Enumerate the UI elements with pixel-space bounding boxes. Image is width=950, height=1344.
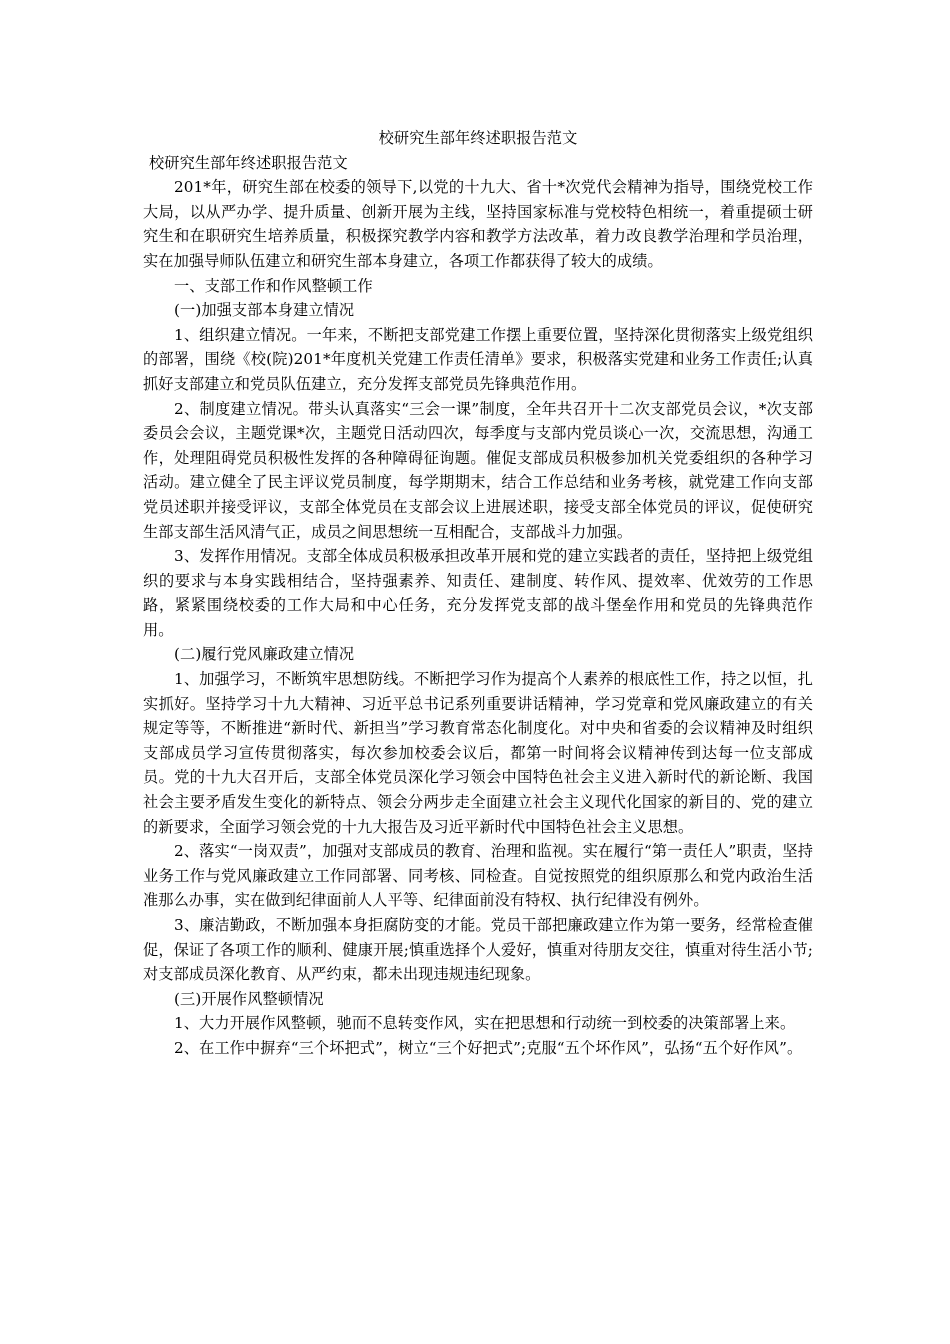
- subsection-heading-3: (三)开展作风整顿情况: [174, 989, 324, 1008]
- document-subtitle: 校研究生部年终述职报告范文: [149, 153, 348, 172]
- intro-paragraph: 201*年，研究生部在校委的领导下,以党的十九大、省十*次党代会精神为指导，围绕党校工作大局，以从严办学、提升质量、创新开展为主线，坚持国家标准与党校特色相统一，着重提硕士研究生和在职研究生培养质量，积极探究教学内容和教学方法改革，着力改良教学治理和学员治理，实在加强导师队伍建立和研究生部本身建立，各项工作都获得了较大的成绩。: [143, 178, 813, 270]
- subsection-heading-1: (一)加强支部本身建立情况: [174, 301, 355, 320]
- paragraph-system: 2、制度建立情况。带头认真落实“三会一课”制度，全年共召开十二次支部党员会议，*次支部委员会会议，主题党课*次，主题党日活动四次，每季度与支部内党员谈心一次，交流思想，沟通工作，处理阻碍党员积极性发挥的各种障碍征询题。催促支部成员积极参加机关党委组织的各种学习活动。建立健全了民主评议党员制度，每学期期末，结合工作总结和业务考核，就党建工作向支部党员述职并接受评议，支部全体党员在支部会议上进展述职，接受支部全体党员的评议，促使研究生部支部生活风清气正，成员之间思想统一互相配合，支部战斗力加强。: [143, 399, 813, 541]
- paragraph-organization: 1、组织建立情况。一年来，不断把支部党建工作摆上重要位置，坚持深化贯彻落实上级党组织的部署，围绕《校(院)201*年度机关党建工作责任清单》要求，积极落实党建和业务工作责任;认真抓好支部建立和党员队伍建立，充分发挥支部党员先锋典范作用。: [143, 325, 813, 393]
- document-body: [143, 126, 813, 1061]
- paragraph-responsibility: 2、落实“一岗双责”，加强对支部成员的教育、治理和监视。实在履行“第一责任人”职责，坚持业务工作与党风廉政建立工作同部署、同考核、同检查。自觉按照党的组织原那么和党内政治生活准那么办事，实在做到纪律面前人人平等、纪律面前没有特权、执行纪律没有例外。: [143, 842, 813, 910]
- subsection-heading-2: (二)履行党风廉政建立情况: [174, 645, 355, 664]
- paragraph-study: 1、加强学习，不断筑牢思想防线。不断把学习作为提高个人素养的根底性工作，持之以恒，扎实抓好。坚持学习十九大精神、习近平总书记系列重要讲话精神，学习党章和党风廉政建立的有关规定等等，不断推进“新时代、新担当”学习教育常态化制度化。对中央和省委的会议精神及时组织支部成员学习宣传贯彻落实，每次参加校委会议后，都第一时间将会议精神传到达每一位支部成员。党的十九大召开后，支部全体党员深化学习领会中国特色社会主义进入新时代的新论断、我国社会主要矛盾发生变化的新特点、领会分两步走全面建立社会主义现代化国家的新目的、党的建立的新要求，全面学习领会党的十九大报告及习近平新时代中国特色社会主义思想。: [143, 670, 813, 836]
- paragraph-work-style: 2、在工作中摒弃“三个坏把式”，树立“三个好把式”;克服“五个坏作风”，弘扬“五个好作风”。: [174, 1038, 803, 1057]
- section-heading-1: 一、支部工作和作风整顿工作: [174, 276, 373, 295]
- paragraph-style-rectification: 1、大力开展作风整顿，驰而不息转变作风，实在把思想和行动统一到校委的决策部署上来。: [174, 1014, 796, 1033]
- paragraph-integrity: 3、廉洁勤政，不断加强本身拒腐防变的才能。党员干部把廉政建立作为第一要务，经常检查催促，保证了各项工作的顺利、健康开展;慎重选择个人爱好，慎重对待朋友交往，慎重对待生活小节;对支部成员深化教育、从严约束，都未出现违规违纪现象。: [143, 916, 813, 984]
- paragraph-role: 3、发挥作用情况。支部全体成员积极承担改革开展和党的建立实践者的责任，坚持把上级党组织的要求与本身实践相结合，坚持强素养、知责任、建制度、转作风、提效率、优效劳的工作思路，紧紧围绕校委的工作大局和中心任务，充分发挥党支部的战斗堡垒作用和党员的先锋典范作用。: [143, 547, 813, 639]
- document-title: 校研究生部年终述职报告范文: [378, 129, 578, 147]
